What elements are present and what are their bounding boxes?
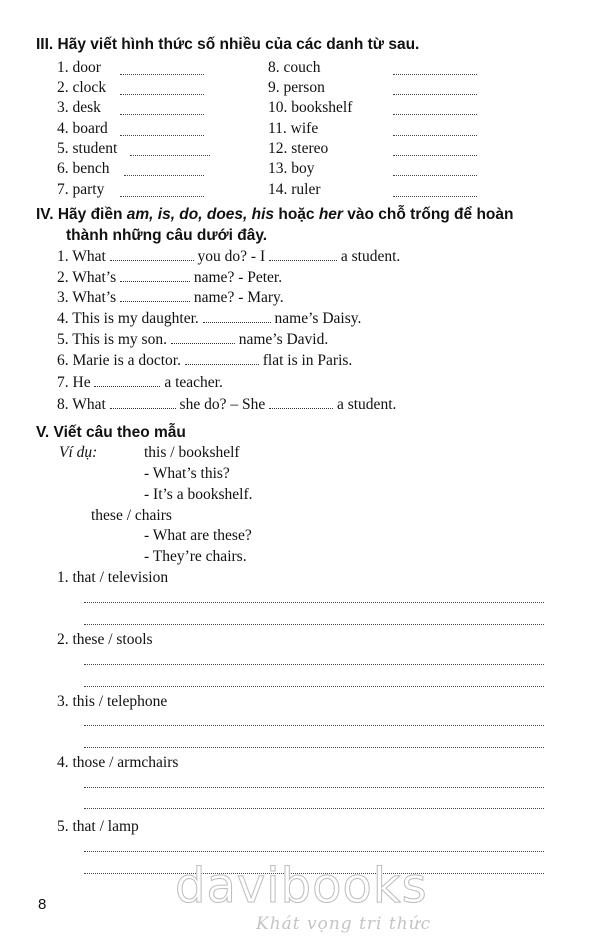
answer-line[interactable] xyxy=(84,747,544,748)
answer-blank[interactable] xyxy=(110,248,194,261)
answer-blank[interactable] xyxy=(269,396,333,409)
answer-line[interactable] xyxy=(84,624,544,625)
list-item: 13. boy xyxy=(268,160,315,177)
list-item: 9. person xyxy=(268,79,325,96)
answer-line[interactable] xyxy=(84,725,544,726)
sentence-4: 4. This is my daughter. name’s Daisy. xyxy=(57,310,362,327)
answer-blank[interactable] xyxy=(393,94,477,95)
answer-blank[interactable] xyxy=(269,248,337,261)
sentence-7: 7. He a teacher. xyxy=(57,374,223,391)
list-item: 8. couch xyxy=(268,59,321,76)
answer-blank[interactable] xyxy=(393,74,477,75)
answer-line[interactable] xyxy=(84,686,544,687)
sentence-3: 3. What’s name? - Mary. xyxy=(57,289,284,306)
sentence-5: 5. This is my son. name’s David. xyxy=(57,331,329,348)
list-item: 10. bookshelf xyxy=(268,99,353,116)
example-1-question: - What’s this? xyxy=(144,465,230,482)
exercise-item: 5. that / lamp xyxy=(57,818,139,835)
exercise-item: 4. those / armchairs xyxy=(57,754,179,771)
answer-blank[interactable] xyxy=(393,114,477,115)
answer-line[interactable] xyxy=(84,787,544,788)
list-item: 14. ruler xyxy=(268,181,321,198)
sentence-8: 8. What she do? – She a student. xyxy=(57,396,397,413)
answer-blank[interactable] xyxy=(171,331,235,344)
list-item: 5. student xyxy=(57,140,118,157)
answer-blank[interactable] xyxy=(120,135,204,136)
answer-blank[interactable] xyxy=(94,374,160,387)
watermark-slogan: Khát vọng tri thức xyxy=(256,914,432,934)
section-4-heading: IV. Hãy điền am, is, do, does, his hoặc her vào chỗ trống để hoàn xyxy=(36,206,514,223)
answer-blank[interactable] xyxy=(393,135,477,136)
answer-blank[interactable] xyxy=(120,74,204,75)
example-2-answer: - They’re chairs. xyxy=(144,548,247,565)
answer-blank[interactable] xyxy=(130,155,210,156)
list-item: 1. door xyxy=(57,59,101,76)
list-item: 7. party xyxy=(57,181,105,198)
answer-blank[interactable] xyxy=(110,396,176,409)
answer-blank[interactable] xyxy=(120,269,190,282)
exercise-item: 3. this / telephone xyxy=(57,693,168,710)
section-5-heading: V. Viết câu theo mẫu xyxy=(36,424,186,441)
answer-line[interactable] xyxy=(84,851,544,852)
page-number: 8 xyxy=(38,896,47,913)
answer-blank[interactable] xyxy=(393,196,477,197)
sentence-6: 6. Marie is a doctor. flat is in Paris. xyxy=(57,352,353,369)
section-4-heading-line2: thành những câu dưới đây. xyxy=(66,227,268,244)
answer-blank[interactable] xyxy=(124,175,204,176)
answer-blank[interactable] xyxy=(393,155,477,156)
exercise-item: 2. these / stools xyxy=(57,631,153,648)
exercise-item: 1. that / television xyxy=(57,569,169,586)
list-item: 3. desk xyxy=(57,99,101,116)
sentence-2: 2. What’s name? - Peter. xyxy=(57,269,283,286)
example-label: Ví dụ: xyxy=(59,444,98,461)
list-item: 2. clock xyxy=(57,79,107,96)
answer-line[interactable] xyxy=(84,664,544,665)
section-3-heading: III. Hãy viết hình thức số nhiều của các danh từ sau. xyxy=(36,36,420,53)
list-item: 12. stereo xyxy=(268,140,329,157)
example-2-question: - What are these? xyxy=(144,527,252,544)
example-2-prompt: these / chairs xyxy=(91,507,172,524)
answer-line[interactable] xyxy=(84,808,544,809)
list-item: 11. wife xyxy=(268,120,319,137)
list-item: 4. board xyxy=(57,120,108,137)
answer-blank[interactable] xyxy=(120,196,204,197)
answer-line[interactable] xyxy=(84,602,544,603)
answer-blank[interactable] xyxy=(393,175,477,176)
sentence-1: 1. What you do? - I a student. xyxy=(57,248,401,265)
example-1-prompt: this / bookshelf xyxy=(144,444,240,461)
example-1-answer: - It’s a bookshelf. xyxy=(144,486,253,503)
answer-blank[interactable] xyxy=(120,94,204,95)
answer-blank[interactable] xyxy=(120,114,204,115)
answer-blank[interactable] xyxy=(185,352,259,365)
watermark-logo: davibooks xyxy=(175,858,428,914)
answer-blank[interactable] xyxy=(203,310,271,323)
answer-blank[interactable] xyxy=(120,289,190,302)
list-item: 6. bench xyxy=(57,160,110,177)
